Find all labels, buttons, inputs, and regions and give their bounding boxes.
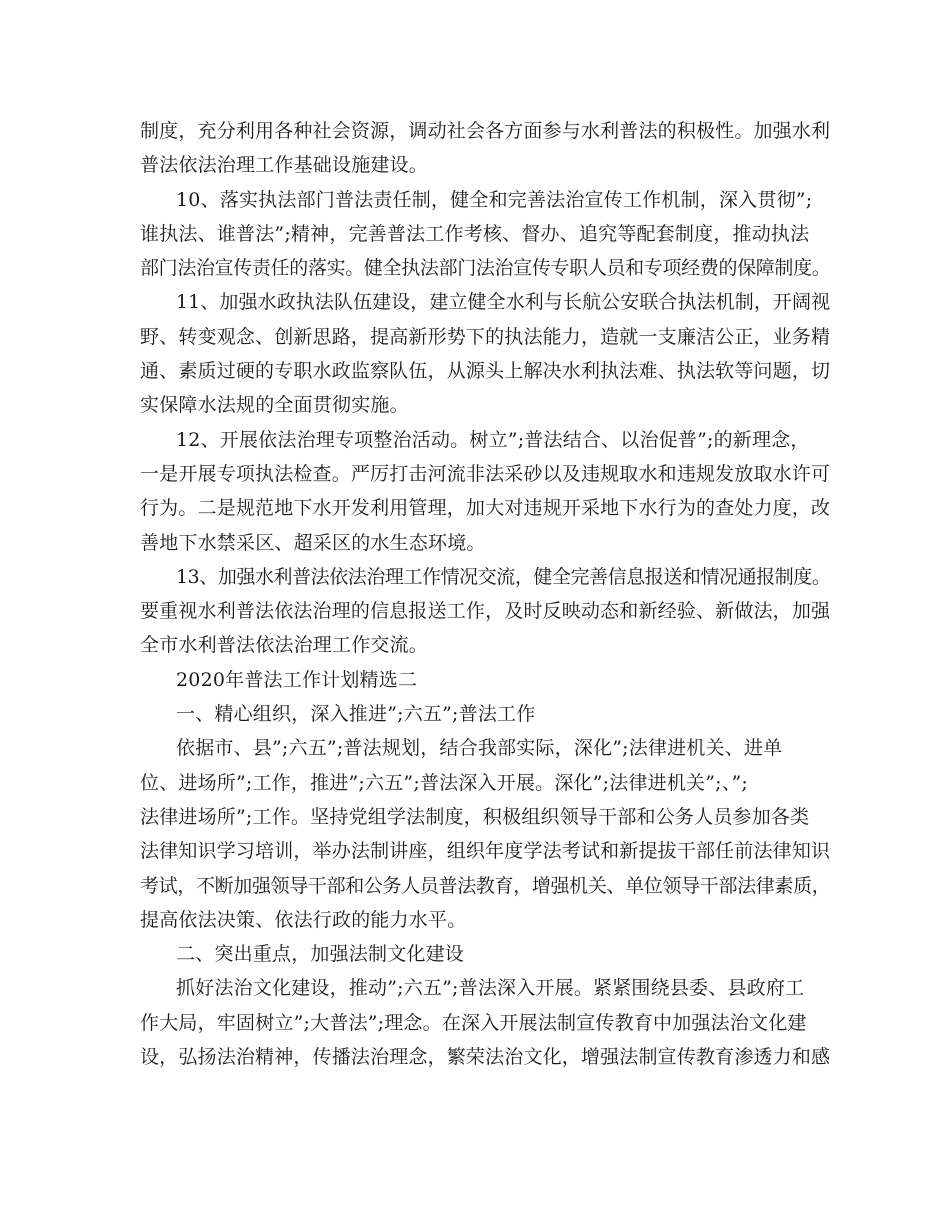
text-line: 12、开展依法治理专项整治活动。树立”;普法结合、以治促普”;的新理念， xyxy=(176,428,810,451)
text-line: 10、落实执法部门普法责任制，健全和完善法治宣传工作机制，深入贯彻”; xyxy=(176,188,813,211)
text-line: 制度，充分利用各种社会资源，调动社会各方面参与水利普法的积极性。加强水利 xyxy=(140,120,831,142)
text-line: 法律进场所”;工作。坚持党组学法制度，积极组织领导干部和公务人员参加各类 xyxy=(140,805,810,828)
text-line: 实保障水法规的全面贯彻实施。 xyxy=(140,394,409,417)
text-line: 野、转变观念、创新思路，提高新形势下的执法能力，造就一支廉洁公正，业务精 xyxy=(140,325,831,348)
text-line: 依据市、县”;六五”;普法规划，结合我部实际，深化”;法律进机关、进单 xyxy=(176,737,783,760)
text-line: 普法依法治理工作基础设施建设。 xyxy=(140,154,429,177)
text-line: 作大局，牢固树立”;大普法”;理念。在深入开展法制宣传教育中加强法治文化建 xyxy=(140,1011,807,1034)
text-line: 谁执法、谁普法”;精神，完善普法工作考核、督办、追究等配套制度，推动执法 xyxy=(140,222,810,245)
text-line: 要重视水利普法依法治理的信息报送工作，及时反映动态和新经验、新做法，加强 xyxy=(140,600,831,623)
text-line: 善地下水禁采区、超采区的水生态环境。 xyxy=(140,531,486,554)
text-line: 考试，不断加强领导干部和公务人员普法教育，增强机关、单位领导干部法律素质， xyxy=(140,874,831,897)
text-line: 一、精心组织，深入推进”;六五”;普法工作 xyxy=(176,703,536,726)
document-body xyxy=(140,114,830,1074)
text-line: 13、加强水利普法依法治理工作情况交流，健全完善信息报送和情况通报制度。 xyxy=(176,565,831,588)
text-line: 一是开展专项执法检查。严厉打击河流非法采砂以及违规取水和违规发放取水许可 xyxy=(140,462,831,485)
text-line: 提高依法决策、依法行政的能力水平。 xyxy=(140,908,467,931)
text-line: 二、突出重点，加强法制文化建设 xyxy=(176,943,465,966)
text-line: 11、加强水政执法队伍建设，建立健全水利与长航公安联合执法机制，开阔视 xyxy=(176,291,831,314)
text-line: 通、素质过硬的专职水政监察队伍，从源头上解决水利执法难、执法软等问题，切 xyxy=(140,360,831,383)
text-line: 抓好法治文化建设，推动”;六五”;普法深入开展。紧紧围绕县委、县政府工 xyxy=(176,977,805,1000)
text-line: 设，弘扬法治精神，传播法治理念，繁荣法治文化，增强法制宣传教育渗透力和感 xyxy=(140,1046,831,1069)
text-line: 全市水利普法依法治理工作交流。 xyxy=(140,634,429,657)
text-line: 2020年普法工作计划精选二 xyxy=(176,668,418,691)
text-line: 部门法治宣传责任的落实。健全执法部门法治宣传专职人员和专项经费的保障制度。 xyxy=(140,257,831,280)
text-line: 行为。二是规范地下水开发利用管理，加大对违规开采地下水行为的查处力度，改 xyxy=(140,497,831,520)
text-line: 位、进场所”;工作，推进”;六五”;普法深入开展。深化”;法律进机关”;、”; xyxy=(140,771,748,794)
text-line: 法律知识学习培训，举办法制讲座，组织年度学法考试和新提拔干部任前法律知识 xyxy=(140,840,831,863)
